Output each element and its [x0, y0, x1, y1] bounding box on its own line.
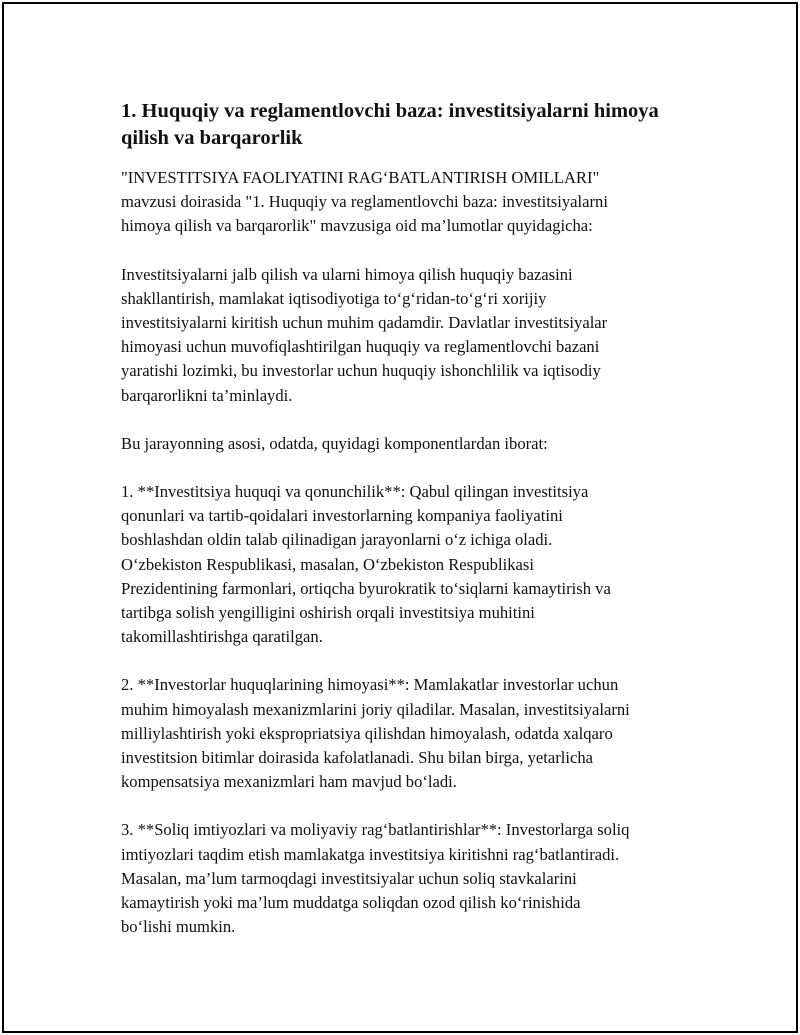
page-frame: [2, 2, 798, 1033]
components-intro-paragraph: Bu jarayonning asosi, odatda, quyidagi komponentlardan iborat:: [121, 433, 548, 453]
section-heading: 1. Huquqiy va reglamentlovchi baza: investitsiyalarni himoya qilish va barqarorlik: [121, 100, 659, 149]
list-item-investor-rights: 2. **Investorlar huquqlarining himoyasi**: Mamlakatlar investorlar uchun muhim himoyalash mexanizmlarini joriy qiladilar. Masalan, investitsiyalarni milliylashtirish yoki ekspropriatsiya qilishdan himoyalash, odatda xalqaro investitsion bitimlar doirasida kafolatlanadi. Shu bilan birga, yetarlicha kompensatsiya mexanizmlari ham mavjud bo‘ladi.: [121, 675, 630, 792]
body-paragraph: Investitsiyalarni jalb qilish va ularni himoya qilish huquqiy bazasini shakllantirish, mamlakat iqtisodiyotiga to‘g‘ridan-to‘g‘ri xorijiy investitsiyalarni kiritish uchun muhim qadamdir. Davlatlar investitsiyalar himoyasi uchun muvofiqlashtirilgan huquqiy va reglamentlovchi bazani yaratishi lozimki, bu investorlar uchun huquqiy ishonchlilik va iqtisodiy barqarorlikni ta’minlaydi.: [121, 264, 608, 405]
intro-paragraph: "INVESTITSIYA FAOLIYATINI RAG‘BATLANTIRISH OMILLARI" mavzusi doirasida "1. Huquqiy va reglamentlovchi baza: investitsiyalarni himoya qilish va barqarorlik" mavzusiga oid ma’lumotlar quyidagicha:: [121, 168, 608, 236]
list-item-investment-law: 1. **Investitsiya huquqi va qonunchilik**: Qabul qilingan investitsiya qonunlari va tartib-qoidalari investorlarning kompaniya faoliyatini boshlashdan oldin talab qilinadigan jarayonlarni o‘z ichiga oladi. O‘zbekiston Respublikasi, masalan, O‘zbekiston Respublikasi Prezidentining farmonlari, ortiqcha byurokratik to‘siqlarni kamaytirish va tartibga solish yengilligini oshirish orqali investitsiya muhitini takomillashtirishga qaratilgan.: [121, 482, 611, 647]
document-body: [121, 98, 681, 963]
list-item-tax-incentives: 3. **Soliq imtiyozlari va moliyaviy rag‘batlantirishlar**: Investorlarga soliq imtiyozlari taqdim etish mamlakatga investitsiya kiritishni rag‘batlantiradi. Masalan, ma’lum tarmoqdagi investitsiyalar uchun soliq stavkalarini kamaytirish yoki ma’lum muddatga soliqdan ozod qilish ko‘rinishida bo‘lishi mumkin.: [121, 820, 630, 937]
